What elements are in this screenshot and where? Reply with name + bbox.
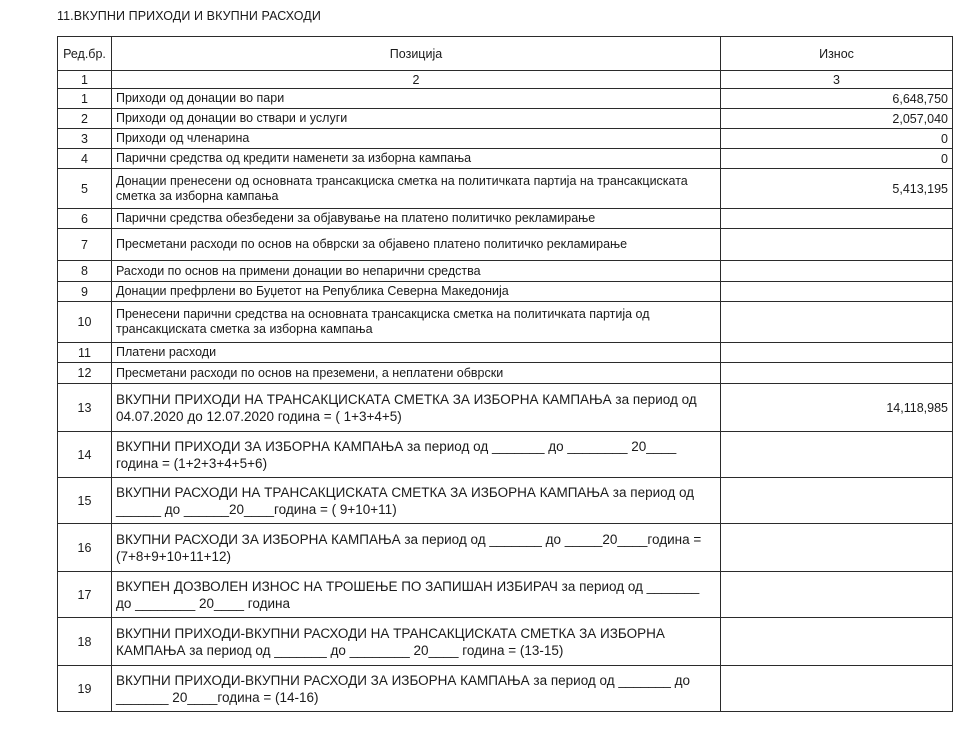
row-position: ВКУПНИ ПРИХОДИ НА ТРАНСАКЦИСКАТА СМЕТКА ЗА ИЗБОРНА КАМПАЊА за период од 04.07.2020 до 12.07.2020 година = ( 1+3+4+5) [112, 384, 721, 432]
row-number: 14 [58, 432, 112, 478]
table-row [58, 282, 953, 302]
row-number: 6 [58, 209, 112, 229]
table-row [58, 524, 953, 572]
row-position: Донации пренесени од основната трансакциска сметка на политичката партија на трансакциската сметка за изборна кампања [112, 169, 721, 209]
row-amount [721, 432, 953, 478]
table-row [58, 363, 953, 384]
table-row [58, 343, 953, 363]
row-amount [721, 209, 953, 229]
table-row [58, 302, 953, 343]
table-row [58, 384, 953, 432]
header-amount: Износ [721, 37, 953, 71]
row-position: Парични средства од кредити наменети за изборна кампања [112, 149, 721, 169]
row-amount: 0 [721, 129, 953, 149]
table-row [58, 209, 953, 229]
row-number: 2 [58, 109, 112, 129]
table-row [58, 89, 953, 109]
row-position: Приходи од членарина [112, 129, 721, 149]
header-no: Ред.бр. [58, 37, 112, 71]
row-number: 5 [58, 169, 112, 209]
header-position: Позиција [112, 37, 721, 71]
row-amount: 14,118,985 [721, 384, 953, 432]
row-amount [721, 302, 953, 343]
column-number-row [58, 71, 953, 89]
table-row [58, 432, 953, 478]
row-position: ВКУПНИ ПРИХОДИ-ВКУПНИ РАСХОДИ ЗА ИЗБОРНА КАМПАЊА за период од _______ до _______ 20____година = (14-16) [112, 666, 721, 712]
table-row [58, 229, 953, 261]
row-amount [721, 572, 953, 618]
row-number: 8 [58, 261, 112, 282]
row-amount [721, 363, 953, 384]
row-amount [721, 229, 953, 261]
row-number: 3 [58, 129, 112, 149]
row-amount: 6,648,750 [721, 89, 953, 109]
row-number: 15 [58, 478, 112, 524]
row-number: 17 [58, 572, 112, 618]
row-number: 10 [58, 302, 112, 343]
row-position: ВКУПНИ РАСХОДИ НА ТРАНСАКЦИСКАТА СМЕТКА ЗА ИЗБОРНА КАМПАЊА за период од ______ до ______20____година = ( 9+10+11) [112, 478, 721, 524]
row-number: 13 [58, 384, 112, 432]
table-row [58, 169, 953, 209]
row-position: Пресметани расходи по основ на обврски за објавено платено политичко рекламирање [112, 229, 721, 261]
row-number: 12 [58, 363, 112, 384]
row-position: Парични средства обезбедени за објавување на платено политичко рекламирање [112, 209, 721, 229]
table-row [58, 478, 953, 524]
row-amount: 2,057,040 [721, 109, 953, 129]
row-position: ВКУПЕН ДОЗВОЛЕН ИЗНОС НА ТРОШЕЊЕ ПО ЗАПИШАН ИЗБИРАЧ за период од _______ до ________ 20____ година [112, 572, 721, 618]
row-position: Платени расходи [112, 343, 721, 363]
column-number: 2 [112, 71, 721, 89]
income-expense-table [57, 36, 953, 712]
row-number: 11 [58, 343, 112, 363]
row-amount: 5,413,195 [721, 169, 953, 209]
row-amount [721, 666, 953, 712]
row-position: Приходи од донации во пари [112, 89, 721, 109]
section-title: 11.ВКУПНИ ПРИХОДИ И ВКУПНИ РАСХОДИ [57, 9, 321, 23]
row-number: 7 [58, 229, 112, 261]
row-amount: 0 [721, 149, 953, 169]
row-number: 19 [58, 666, 112, 712]
row-position: ВКУПНИ ПРИХОДИ-ВКУПНИ РАСХОДИ НА ТРАНСАКЦИСКАТА СМЕТКА ЗА ИЗБОРНА КАМПАЊА за период од _______ до ________ 20____ година = (13-15) [112, 618, 721, 666]
column-number: 3 [721, 71, 953, 89]
column-number: 1 [58, 71, 112, 89]
table-row [58, 261, 953, 282]
table-row [58, 109, 953, 129]
row-amount [721, 343, 953, 363]
row-position: Пресметани расходи по основ на преземени, а неплатени обврски [112, 363, 721, 384]
row-number: 18 [58, 618, 112, 666]
row-amount [721, 261, 953, 282]
table-row [58, 618, 953, 666]
table-row [58, 666, 953, 712]
header-row [58, 37, 953, 71]
table-row [58, 129, 953, 149]
row-number: 9 [58, 282, 112, 302]
row-position: ВКУПНИ РАСХОДИ ЗА ИЗБОРНА КАМПАЊА за период од _______ до _____20____година = (7+8+9+10+11+12) [112, 524, 721, 572]
row-position: Пренесени парични средства на основната трансакциска сметка на политичката партија од трансакциската сметка за изборна кампања [112, 302, 721, 343]
row-number: 1 [58, 89, 112, 109]
table-row [58, 149, 953, 169]
table-row [58, 572, 953, 618]
row-amount [721, 282, 953, 302]
row-amount [721, 524, 953, 572]
row-number: 16 [58, 524, 112, 572]
row-number: 4 [58, 149, 112, 169]
row-position: Донации префрлени во Буџетот на Република Северна Македонија [112, 282, 721, 302]
row-position: Приходи од донации во ствари и услуги [112, 109, 721, 129]
row-position: ВКУПНИ ПРИХОДИ ЗА ИЗБОРНА КАМПАЊА за период од _______ до ________ 20____ година = (1+2+3+4+5+6) [112, 432, 721, 478]
row-amount [721, 478, 953, 524]
row-position: Расходи по основ на примени донации во непарични средства [112, 261, 721, 282]
row-amount [721, 618, 953, 666]
